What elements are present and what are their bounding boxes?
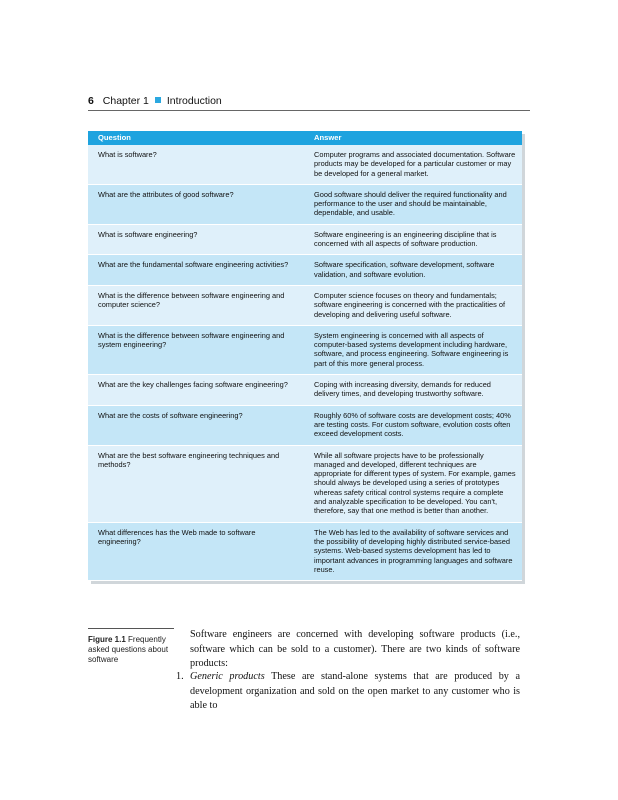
table-row (88, 145, 522, 184)
body-paragraph: Software engineers are concerned with developing software products (i.e., software which can be sold to a customer). There are two kinds of software products: (190, 629, 520, 669)
table-row (88, 184, 522, 224)
answer-cell: Software specification, software development, software validation, and software evolution. (304, 255, 522, 286)
answer-cell: System engineering is concerned with all aspects of computer-based systems development including hardware, software, and process engineering. Software engineering is part of this more general process. (304, 325, 522, 374)
answer-cell: While all software projects have to be professionally managed and developed, different techniques are appropriate for different types of system. For example, games should always be developed using a series of prototypes whereas safety critical control systems require a complete and analyzable specification to be developed. You can't, therefore, say that one method is better than another. (304, 445, 522, 522)
figure-label: Figure 1.1 (88, 635, 126, 644)
question-cell: What differences has the Web made to software engineering? (88, 522, 304, 580)
table-row (88, 445, 522, 522)
list-item-content (190, 670, 520, 714)
column-header-answer: Answer (304, 131, 522, 145)
question-cell: What is the difference between software engineering and computer science? (88, 285, 304, 325)
table-row (88, 405, 522, 445)
answer-cell: Computer programs and associated documentation. Software products may be developed for a particular customer or may be developed for a general market. (304, 145, 522, 184)
question-cell: What are the attributes of good software? (88, 184, 304, 224)
list-item-term: Generic products (190, 671, 265, 682)
page-header (88, 94, 530, 111)
chapter-title: Introduction (166, 95, 222, 107)
table-row (88, 285, 522, 325)
list-item-text: These are stand-alone systems that are produced by a development organization and sold on the open market to any customer who is able to (190, 671, 520, 711)
question-cell: What are the best software engineering techniques and methods? (88, 445, 304, 522)
answer-cell: Computer science focuses on theory and fundamentals; software engineering is concerned with the practicalities of developing and delivering useful software. (304, 285, 522, 325)
answer-cell: Software engineering is an engineering discipline that is concerned with all aspects of software production. (304, 224, 522, 255)
table-row (88, 375, 522, 406)
answer-cell: Coping with increasing diversity, demands for reduced delivery times, and developing trustworthy software. (304, 375, 522, 406)
list-marker: 1. (176, 671, 184, 682)
question-cell: What are the key challenges facing software engineering? (88, 375, 304, 406)
answer-cell: The Web has led to the availability of software services and the possibility of developing highly distributed service-based systems. Web-based systems development has led to important advances in programming languages and software reuse. (304, 522, 522, 580)
question-cell: What is the difference between software engineering and system engineering? (88, 325, 304, 374)
question-cell: What are the fundamental software engineering activities? (88, 255, 304, 286)
answer-cell: Roughly 60% of software costs are development costs; 40% are testing costs. For custom software, evolution costs often exceed development costs. (304, 405, 522, 445)
list-item (176, 670, 520, 714)
chapter-label: Chapter 1 (102, 95, 149, 107)
table-row (88, 224, 522, 255)
page-number: 6 (88, 95, 94, 107)
square-bullet-icon (155, 97, 161, 103)
table-row (88, 522, 522, 580)
table-header-row (88, 131, 522, 145)
answer-cell: Good software should deliver the required functionality and performance to the user and should be maintainable, dependable, and usable. (304, 184, 522, 224)
figure-caption-text: Frequently asked questions about software (88, 635, 169, 664)
faq-table (88, 131, 522, 581)
figure-caption (88, 628, 174, 665)
question-cell: What are the costs of software engineering? (88, 405, 304, 445)
question-cell: What is software engineering? (88, 224, 304, 255)
table-row (88, 255, 522, 286)
column-header-question: Question (88, 131, 304, 145)
table-row (88, 325, 522, 374)
question-cell: What is software? (88, 145, 304, 184)
